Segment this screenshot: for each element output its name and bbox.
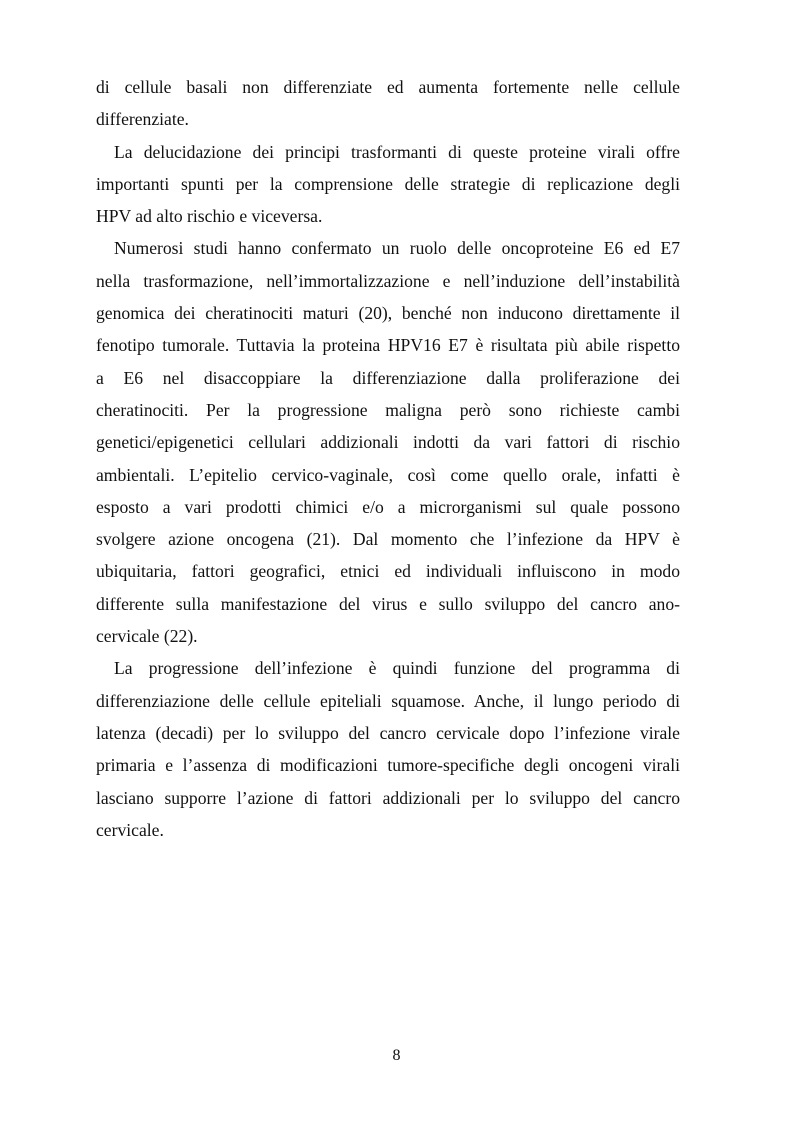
text-line: La progressione dell’infezione è quindi funzione del programma di [114, 658, 680, 679]
text-line: differenziate. [96, 109, 189, 130]
text-line: primaria e l’assenza di modificazioni tumore-specifiche degli oncogeni virali [96, 755, 680, 776]
text-line: di cellule basali non differenziate ed aumenta fortemente nelle cellule [96, 77, 680, 97]
text-line: latenza (decadi) per lo sviluppo del cancro cervicale dopo l’infezione virale [96, 722, 680, 743]
text-line: cervicale (22). [96, 626, 198, 647]
text-line: lasciano supporre l’azione di fattori addizionali per lo sviluppo del cancro [96, 787, 680, 808]
text-line: fenotipo tumorale. Tuttavia la proteina HPV16 E7 è risultata più abile rispetto [96, 335, 680, 356]
text-line: differente sulla manifestazione del virus e sullo sviluppo del cancro ano- [96, 593, 680, 614]
text-line: cervicale. [96, 819, 164, 840]
text-line: cheratinociti. Per la progressione maligna però sono richieste cambi [96, 399, 680, 420]
text-line: genomica dei cheratinociti maturi (20), benché non inducono direttamente il [96, 303, 680, 324]
text-line: ubiquitaria, fattori geografici, etnici ed individuali influiscono in modo [96, 561, 680, 582]
text-line: importanti spunti per la comprensione delle strategie di replicazione degli [96, 173, 680, 194]
text-line: Numerosi studi hanno confermato un ruolo delle oncoproteine E6 ed E7 [114, 238, 680, 259]
paragraph-oncoproteins [96, 232, 680, 652]
paragraph-transforming-principles [96, 136, 680, 233]
body-text [96, 71, 680, 846]
page-number: 8 [392, 1047, 401, 1064]
text-line: differenziazione delle cellule epiteliali squamose. Anche, il lungo periodo di [96, 690, 680, 711]
text-line: svolgere azione oncogena (21). Dal momento che l’infezione da HPV è [96, 529, 680, 550]
text-line: ambientali. L’epitelio cervico-vaginale, così come quello orale, infatti è [96, 464, 680, 485]
text-line: nella trasformazione, nell’immortalizzazione e nell’induzione dell’instabilità [96, 270, 680, 291]
text-line: HPV ad alto rischio e viceversa. [96, 206, 323, 227]
text-line: genetici/epigenetici cellulari addizionali indotti da vari fattori di rischio [96, 432, 680, 453]
text-line: La delucidazione dei principi trasformanti di queste proteine virali offre [114, 141, 680, 162]
paragraph-continuation [96, 71, 680, 136]
paragraph-infection-progression [96, 652, 680, 846]
text-line: a E6 nel disaccoppiare la differenziazione dalla proliferazione dei [96, 367, 680, 388]
text-line: esposto a vari prodotti chimici e/o a microrganismi sul quale possono [96, 496, 680, 517]
